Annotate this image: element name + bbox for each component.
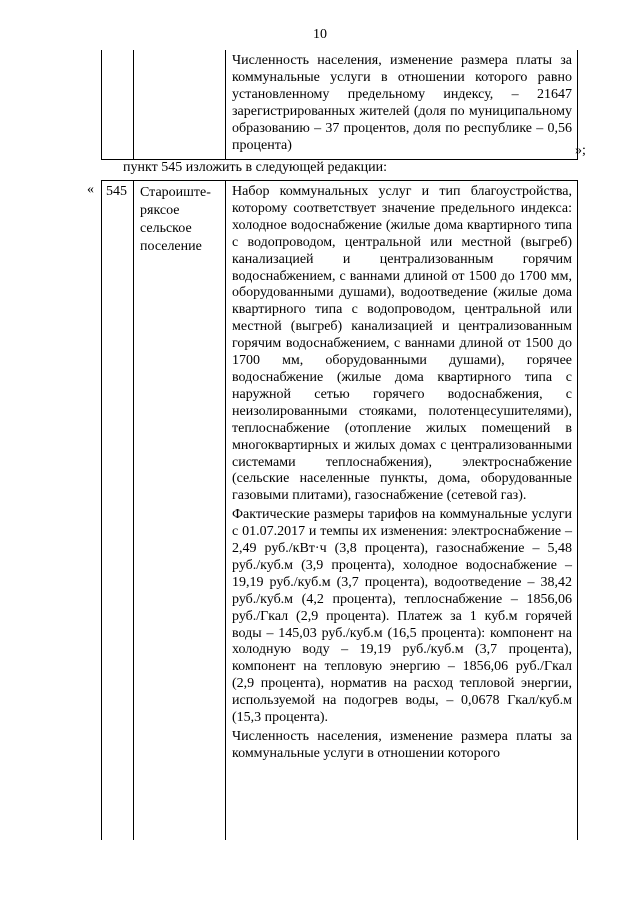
table-border-col1 bbox=[133, 50, 134, 160]
open-quote: « bbox=[87, 182, 94, 197]
main-table-border-col2 bbox=[225, 180, 226, 840]
settlement-name-line: ряксое bbox=[140, 203, 180, 218]
table-border-left bbox=[101, 50, 102, 160]
settlement-name-line: поселение bbox=[140, 239, 202, 254]
amendment-instruction: пункт 545 изложить в следующей редакции: bbox=[123, 160, 387, 175]
main-row-description bbox=[232, 184, 572, 763]
item-number: 545 bbox=[106, 184, 127, 199]
tariffs-paragraph: Фактические размеры тарифов на коммунальные услуги с 01.07.2017 и темпы их изменения: электроснабжение – 2,49 руб./кВт·ч (3,8 процента), газоснабжение – 5,48 руб./куб.м (3,9 процента), холодное водоснабжение – 19,19 руб./куб.м (3,7 процента), водоотведение – 38,42 руб./куб.м (4,2 процента), теплоснабжение – 1856,06 руб./Гкал (2,9 процента). Платеж за 1 куб.м горячей воды – 145,03 руб./куб.м (16,5 процента): компонент на холодную воду – 19,19 руб./куб.м (3,7 процента), компонент на тепловую энергию – 1856,06 руб./Гкал (2,9 процента), норматив на расход тепловой энергии, используемой на подогрев воды, – 0,0678 Гкал/куб.м (15,3 процента). bbox=[232, 507, 572, 726]
settlement-name-line: сельское bbox=[140, 221, 192, 236]
settlement-name bbox=[140, 184, 222, 256]
top-row-text: Численность населения, изменение размера платы за коммунальные услуги в отношении которого равно установленному предельному индексу, – 21647 зарегистрированных жителей (доля по муниципальному образованию – 37 процентов, доля по республике – 0,56 процента) bbox=[232, 53, 572, 153]
close-quote: »; bbox=[575, 143, 586, 158]
main-table-border-top bbox=[101, 180, 578, 181]
main-table-border-left bbox=[101, 180, 102, 840]
description-paragraph: Набор коммунальных услуг и тип благоустройства, которому соответствует значение предельного индекса: холодное водоснабжение (жилые дома квартирного типа с водопроводом, центральной или местной (выгреб) канализацией и централизованным горячим водоснабжением, с ваннами длиной от 1500 до 1700 мм, оборудованными душами), водоотведение (жилые дома квартирного типа с водопроводом, центральной или местной (выгреб) канализацией и централизованным горячим водоснабжением, с ваннами длиной от 1500 до 1700 мм, оборудованными душами), горячее водоснабжение (жилые дома квартирного типа с наружной сетью горячего водоснабжения, с неизолированными стояками, полотенцесушителями), теплоснабжение (отопление жилых помещений в многоквартирных и жилых домах с централизованными системами теплоснабжения), электроснабжение (сельские населенные пункты, дома, оборудованные газовыми плитами), газоснабжение (сетевой газ). bbox=[232, 184, 572, 504]
table-border-col2 bbox=[225, 50, 226, 160]
main-table-border-right bbox=[577, 180, 578, 840]
main-table-border-col1 bbox=[133, 180, 134, 840]
page-number: 10 bbox=[313, 27, 327, 42]
population-paragraph: Численность населения, изменение размера платы за коммунальные услуги в отношении которого bbox=[232, 729, 572, 761]
settlement-name-line: Староиште- bbox=[140, 185, 211, 200]
